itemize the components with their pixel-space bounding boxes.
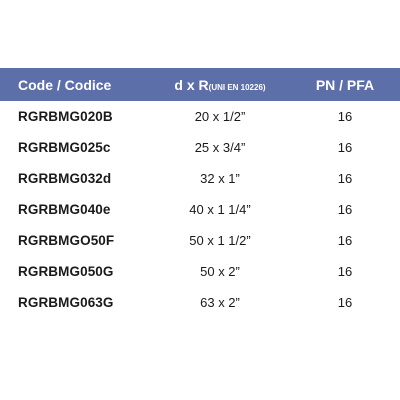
table-header bbox=[0, 68, 400, 101]
row-pressure: 16 bbox=[337, 140, 353, 155]
table-row bbox=[0, 194, 400, 225]
row-pressure: 16 bbox=[337, 109, 353, 124]
table-row bbox=[0, 101, 400, 132]
row-pressure: 16 bbox=[337, 233, 353, 248]
row-code: RGRBMG020B bbox=[18, 109, 113, 124]
row-dimension: 50 x 2” bbox=[200, 264, 240, 279]
header-dimension-main: d x R bbox=[174, 76, 209, 93]
row-code: RGRBMGO50F bbox=[18, 233, 115, 248]
header-dimension bbox=[150, 77, 290, 93]
row-code: RGRBMG025c bbox=[18, 140, 111, 155]
row-pressure: 16 bbox=[337, 264, 353, 279]
table-row bbox=[0, 287, 400, 318]
row-code: RGRBMG063G bbox=[18, 295, 114, 310]
row-pressure: 16 bbox=[337, 171, 353, 186]
header-code: Code / Codice bbox=[18, 76, 112, 93]
header-pressure: PN / PFA bbox=[315, 76, 375, 93]
table-row bbox=[0, 225, 400, 256]
row-code: RGRBMG032d bbox=[18, 171, 112, 186]
table-row bbox=[0, 256, 400, 287]
row-dimension: 32 x 1” bbox=[200, 171, 240, 186]
row-dimension: 40 x 1 1/4” bbox=[189, 202, 251, 217]
product-table bbox=[0, 68, 400, 318]
row-pressure: 16 bbox=[337, 202, 353, 217]
header-dimension-standard: (UNI EN 10226) bbox=[208, 82, 266, 92]
table-row bbox=[0, 163, 400, 194]
table-row bbox=[0, 132, 400, 163]
row-code: RGRBMG050G bbox=[18, 264, 114, 279]
row-dimension: 63 x 2” bbox=[200, 295, 240, 310]
row-dimension: 25 x 3/4” bbox=[194, 140, 246, 155]
row-dimension: 20 x 1/2” bbox=[194, 109, 246, 124]
row-dimension: 50 x 1 1/2” bbox=[189, 233, 251, 248]
row-code: RGRBMG040e bbox=[18, 202, 111, 217]
row-pressure: 16 bbox=[337, 295, 353, 310]
